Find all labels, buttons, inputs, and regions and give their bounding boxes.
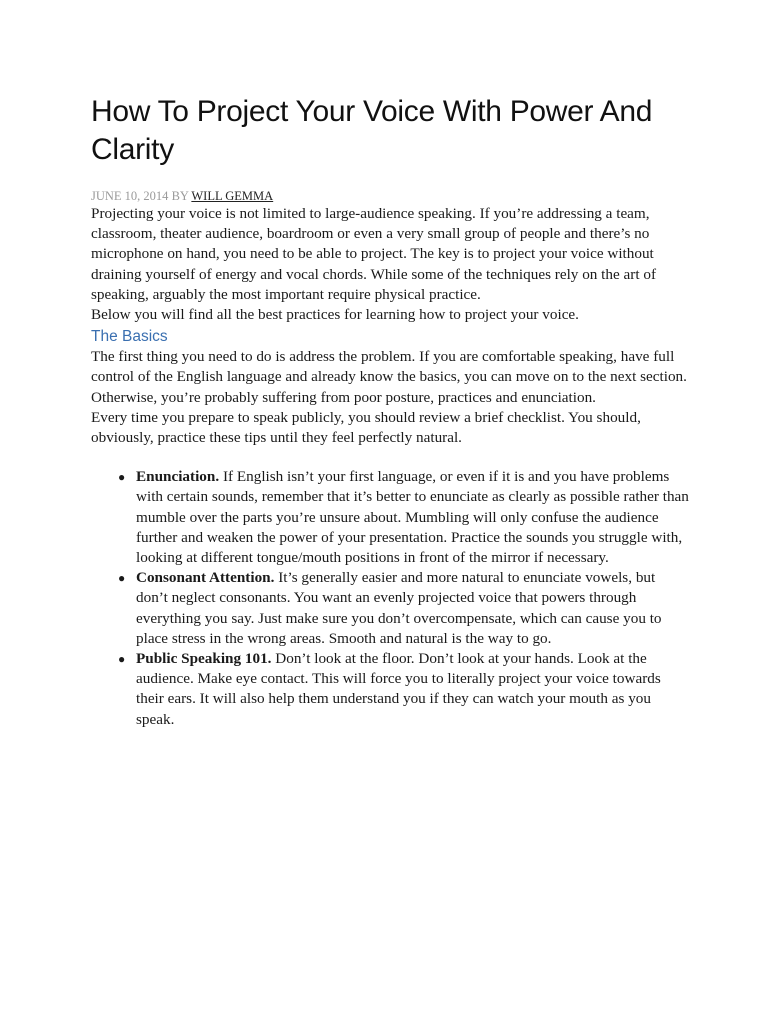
- list-item: [118, 568, 689, 649]
- article-body: [91, 204, 689, 730]
- list-item: [118, 649, 689, 730]
- publish-date: JUNE 10, 2014: [91, 189, 169, 203]
- intro-paragraph: Projecting your voice is not limited to large-audience speaking. If you’re addressing a team, classroom, theater audience, boardroom or even a very small group of people and there’s no microphone on hand, you need to be able to project. The key is to project your voice without draining yourself of energy and vocal chords. While some of the techniques rely on the art of speaking, arguably the most important require physical practice.: [91, 205, 656, 303]
- section-heading-basics: The Basics: [91, 328, 168, 346]
- tip-text: If English isn’t your first language, or even if it is and you have problems with certain sounds, remember that it’s better to enunciate as clearly as possible rather than mumble over the parts you’re unsure about. Mumbling will only confuse the audience further and weaken the power of your presentation. Practice the sounds you struggle with, looking at different tongue/mouth positions in front of the mirror if necessary.: [136, 468, 689, 567]
- article-title: How To Project Your Voice With Power And Clarity: [91, 95, 653, 166]
- basics-paragraph: The first thing you need to do is address the problem. If you are comfortable speaking, have full control of the English language and already know the basics, you can move on to the next section. Otherwise, you’re probably suffering from poor posture, practices and enunciation.: [91, 348, 687, 406]
- tips-list: [91, 467, 689, 730]
- tip-term: Consonant Attention.: [136, 569, 275, 587]
- article: [91, 0, 689, 730]
- tip-term: Public Speaking 101.: [136, 650, 272, 668]
- tip-text: It’s generally easier and more natural to enunciate vowels, but don’t neglect consonants. You want an evenly projected voice that powers through everything you say. Just make sure you don’t overcompensate, which can cause you to place stress in the wrong areas. Smooth and natural is the way to go.: [136, 569, 662, 647]
- intro-paragraph-2: Below you will find all the best practices for learning how to project your voice.: [91, 306, 579, 324]
- basics-paragraph-2: Every time you prepare to speak publicly, you should review a brief checklist. You should, obviously, practice these tips until they feel perfectly natural.: [91, 408, 641, 447]
- by-label: BY: [171, 189, 189, 203]
- author-link[interactable]: WILL GEMMA: [191, 189, 274, 203]
- bullet-icon: ●: [118, 571, 126, 586]
- article-meta: [91, 188, 689, 204]
- bullet-icon: ●: [118, 652, 126, 667]
- tip-term: Enunciation.: [136, 468, 220, 486]
- list-item: [118, 467, 689, 568]
- bullet-icon: ●: [118, 470, 126, 485]
- tip-text: Don’t look at the floor. Don’t look at your hands. Look at the audience. Make eye contact. This will force you to literally project your voice towards their ears. It will also help them understand you if they can watch your mouth as you speak.: [136, 650, 661, 728]
